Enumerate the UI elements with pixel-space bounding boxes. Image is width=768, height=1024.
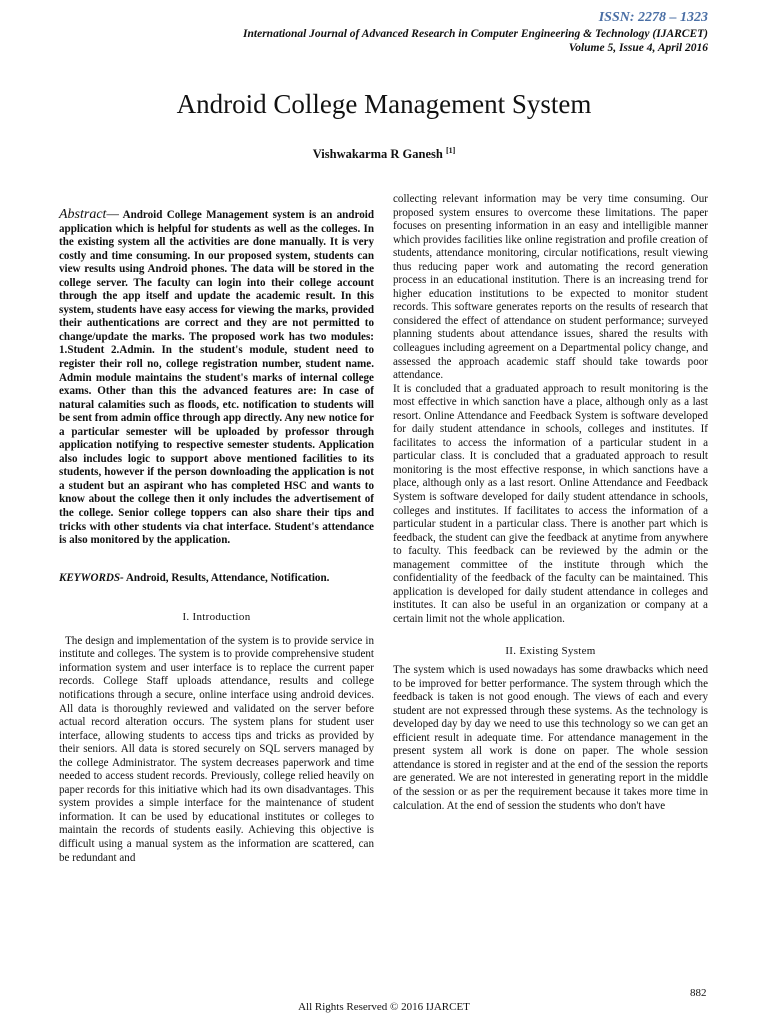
issn: ISSN: 2278 – 1323 <box>598 10 708 25</box>
footer-copyright: All Rights Reserved © 2016 IJARCET <box>298 1001 470 1013</box>
right-column <box>393 193 708 813</box>
left-column <box>59 208 374 865</box>
author-name: Vishwakarma R Ganesh <box>312 147 443 162</box>
right-paragraph-1: collecting relevant information may be very time consuming. Our proposed system ensures to overcome these limitations. The paper focuses on presenting information in an easy and intelligible manner which provides facilities like online registration and profile creation of students, attendance monitoring, circular notifications, result viewing thus reducing paper work and automating the record generation process in an educational institution. There is an increasing trend for higher education institutions to be expected to monitor student records. This software generates reports on the results of research that considered the effect of attendance on student performance; surveyed planning students about attendance issues, shared the results with colleagues including agreement on a Departmental policy change, and assessed the approach academic staff should take towards poor attendance. <box>393 193 708 382</box>
abstract <box>59 208 374 548</box>
paper-title: Android College Management System <box>176 89 592 119</box>
page-number: 882 <box>690 987 707 999</box>
introduction-text: The design and implementation of the system is to provide service in institute and colleges. The system is to provide comprehensive student information system and user interface is to replace the current paper records. College Staff uploads attendance, results and college notifications through a secure, online interface using android devices. All data is thoroughly reviewed and validated on the server before actual record alteration occurs. The system plans for student user interface, allowing students to access tips and tricks as provided by their seniors. All data is stored securely on SQL servers managed by the college Administrator. The system decreases paperwork and time needed to access student records. Previously, college relied heavily on paper records for this initiative which had its own disadvantages. This system provides a simple interface for the maintenance of student information. It can be used by educational institutes or colleges to maintain the records of students easily. Achieving this objective is difficult using a manual system as the information are scattered, can be redundant and <box>59 634 374 864</box>
abstract-text: Android College Management system is an android application which is helpful for students as well as the colleges. In the existing system all the activities are done manually. It is very costly and time consuming. In our proposed system, students can view results using Android phones. The data will be stored in the college server. The faculty can login into their college account through the app itself and update the academic result. In this system, students have easy access for viewing the marks, provided their authentications are correct and they are not permitted to change/update the marks. The proposed work has two modules: 1.Student 2.Admin. In the student's module, student need to register their roll no, college registration number, student name. Admin module maintains the student's marks of internal college exams. Other than this the advanced features are: In case of natural calamities such as floods, etc. notification to students will be sent from admin office through app directly. Any new notice for a particular semester will be uploaded by professor through application notifying to respective semester students. Application also includes logic to support above mentioned facilities to its students, however if the person downloading the application is not a student but an aspirant who has completed HSC and wants to know about the college then it only includes the advertisement of the college. Senior college toppers can also share their tips and tricks with other students via chat interface. Student's attendance is also monitored by the application. <box>59 209 374 547</box>
keywords <box>59 572 374 586</box>
existing-system-text: The system which is used nowadays has some drawbacks which need to be improved for better performance. The system through which the feedback is taken is not good enough. The views of each and every student are not expressed through these systems. As the technology is developed day by day we need to use this technology so we can get an efficient result in adequate time. For attendance management in the present system all work is done on paper. The whole session attendance is stored in register and at the end of the session the reports are generated. We are not interested in generating report in the middle of the session or as per the requirement because it takes more time in calculation. At the end of session the students who don't have <box>393 664 708 812</box>
keywords-text: Android, Results, Attendance, Notification. <box>123 571 330 584</box>
journal-name: International Journal of Advanced Research in Computer Engineering & Technology (IJARCET) <box>243 28 708 40</box>
section-heading-introduction: I. Introduction <box>182 611 251 624</box>
abstract-label: Abstract— <box>59 207 119 222</box>
author-ref: [1] <box>445 146 456 155</box>
journal-volume: Volume 5, Issue 4, April 2016 <box>568 42 708 54</box>
right-paragraph-2: It is concluded that a graduated approach to result monitoring is the most effective in which sanction have a place, although only as a last resort. Online Attendance and Feedback System is software developed for daily student attendance in schools, colleges and institutes. If facilitates to access the information of a particular student in a particular class. It is concluded that a graduated approach to result monitoring is the most effective response, in which sanctions have a place, although only as a last resort. Online Attendance and Feedback System is software developed for daily student attendance in schools, colleges and institutes. If facilitates to access the information of a particular student in a particular class. There is another part which is feedback, the student can give the feedback at anytime from anywhere to faculty. This feedback can be reviewed by the admin or the management committee of the institute through which the confidentiality of the feedback of the faculty can be maintained. This application is developed for daily student attendance in colleges and institutes. It can also be useful in an organization or company at a certain limit not the whole application. <box>393 382 708 625</box>
keywords-label: KEYWORDS- <box>59 571 124 584</box>
author-line <box>0 146 768 162</box>
journal-header <box>243 27 708 55</box>
section-heading-existing-system: II. Existing System <box>505 644 596 657</box>
